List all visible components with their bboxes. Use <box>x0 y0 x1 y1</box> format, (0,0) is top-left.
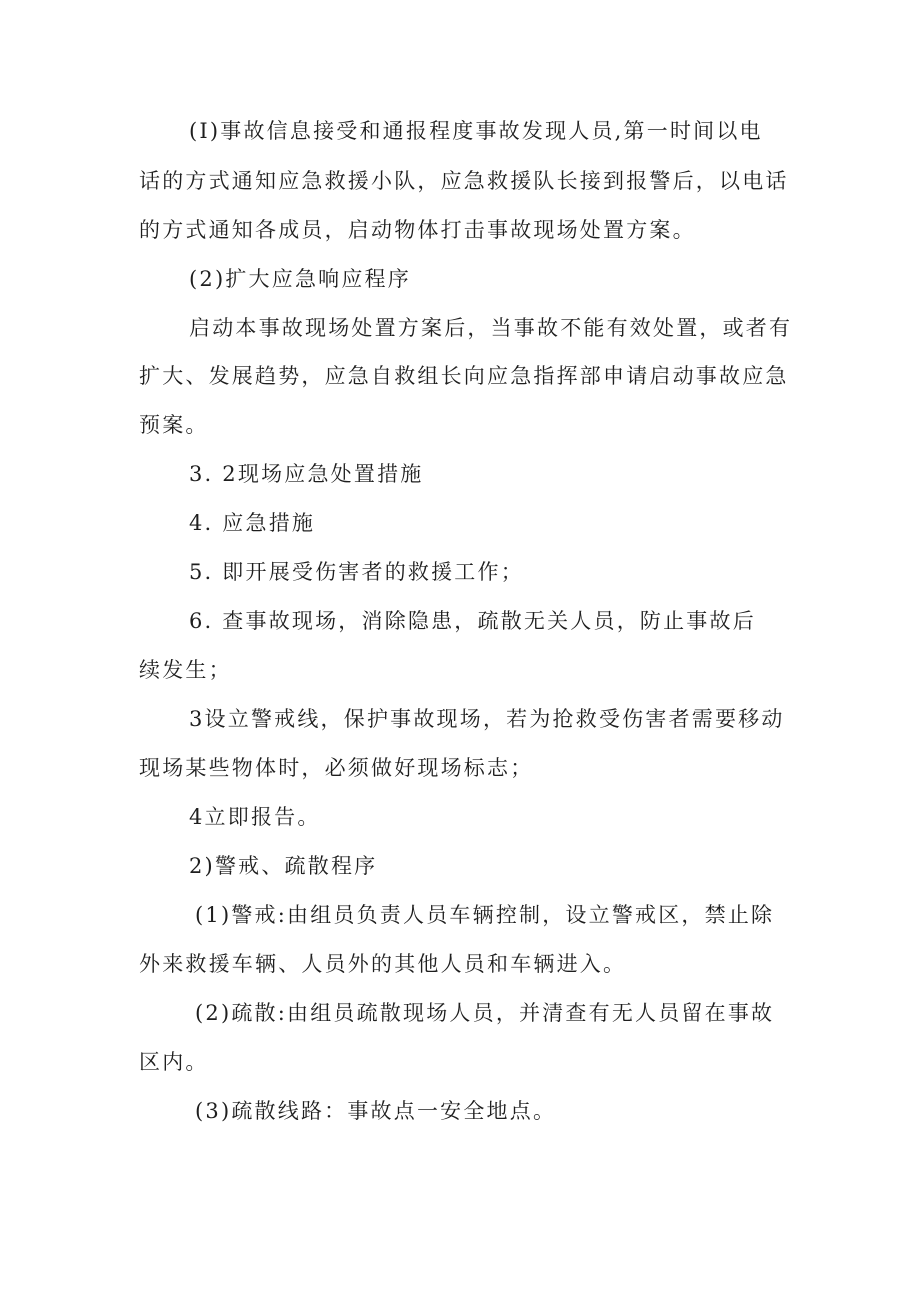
text-line: (I)事故信息接受和通报程度事故发现人员,第一时间以电 <box>189 119 763 143</box>
text-line: 区内。 <box>139 1050 209 1074</box>
text-line: 启动本事故现场处置方案后，当事故不能有效处置，或者有 <box>189 316 793 340</box>
text-line: (3)疏散线路：事故点一安全地点。 <box>195 1099 557 1123</box>
text-line: 6. 查事故现场，消除隐患，疏散无关人员，防止事故后 <box>189 609 756 633</box>
text-line: 4. 应急措施 <box>189 511 316 535</box>
text-line: 续发生； <box>139 658 232 682</box>
text-line: 5. 即开展受伤害者的救援工作； <box>189 560 524 584</box>
text-line: 扩大、发展趋势，应急自救组长向应急指挥部申请启动事故应急 <box>139 364 789 388</box>
text-line: 预案。 <box>139 413 209 437</box>
text-line: (2)疏散:由组员疏散现场人员，并清查有无人员留在事故 <box>195 1001 775 1025</box>
text-line: 2)警戒、疏散程序 <box>189 854 378 878</box>
text-line: 话的方式通知应急救援小队，应急救援队长接到报警后，以电话 <box>139 169 789 193</box>
text-line: 3设立警戒线，保护事故现场，若为抢救受伤害者需要移动 <box>189 707 785 731</box>
text-line: 3. 2现场应急处置措施 <box>189 462 424 486</box>
text-line: 4立即报告。 <box>189 805 321 829</box>
text-line: 外来救援车辆、人员外的其他人员和车辆进入。 <box>139 952 627 976</box>
text-line: (2)扩大应急响应程序 <box>189 267 411 291</box>
text-line: 现场某些物体时，必须做好现场标志； <box>139 756 534 780</box>
text-line: 的方式通知各成员，启动物体打击事故现场处置方案。 <box>139 218 696 242</box>
text-line: (1)警戒:由组员负责人员车辆控制，设立警戒区，禁止除 <box>195 903 775 927</box>
